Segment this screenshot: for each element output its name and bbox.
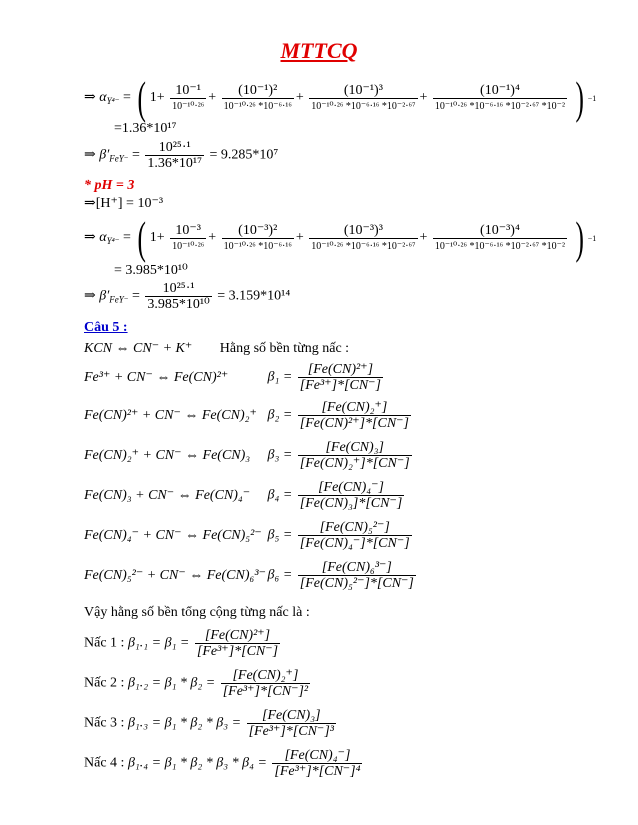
step-3 bbox=[84, 440, 414, 471]
step-fraction bbox=[298, 480, 405, 511]
step-reaction: Fe(CN)₄⁻ + CN⁻ ⇔ Fe(CN)₅²⁻ bbox=[84, 527, 262, 543]
cumulative-3 bbox=[84, 708, 338, 739]
frac-num: [Fe(CN)₂⁺] bbox=[232, 668, 299, 683]
alpha-result-1: =1.36*10¹⁷ bbox=[114, 121, 177, 136]
step-fraction bbox=[298, 400, 411, 431]
term-den: 10⁻¹⁰·²⁶ *10⁻⁶·¹⁶ *10⁻²·⁶⁷ *10⁻² bbox=[433, 98, 567, 114]
term-den: 10⁻¹⁰·²⁶ bbox=[170, 238, 206, 254]
step-reaction: Fe(CN)²⁺ + CN⁻ ⇔ Fe(CN)₂⁺ bbox=[84, 407, 257, 423]
cumulative-fraction bbox=[247, 708, 336, 739]
frac-num: [Fe(CN)₃] bbox=[325, 440, 384, 455]
alpha-sub: Y⁴⁻ bbox=[106, 96, 120, 107]
step-beta: β₆ = bbox=[267, 567, 293, 583]
cumulative-expr: β₁.₁ = β₁ = bbox=[127, 635, 190, 651]
step-fraction bbox=[298, 560, 416, 591]
cumulative-heading: Vậy hằng số bền tổng cộng từng nấc là : bbox=[84, 605, 310, 620]
alpha-equation-2: ⇒ $\alpha_{Y^{4-}}$ = ( 1+ $\frac{\text{10⁻³}}{\text{10⁻¹⁰·²⁶}}$ + $\frac{\text{(10⁻³)²}}{\text{10⁻¹⁰·²⁶ *10⁻⁶·¹⁶}}$ + $\frac{\text{(10⁻³)³}}{\text{10⁻¹⁰·²⁶ *10⁻⁶·¹⁶ *10⁻²·⁶⁷}}$ + $\frac{\text{(10⁻³)⁴}}{\text{10⁻¹⁰·²⁶ *10⁻⁶·¹⁶ *10⁻²·⁶⁷ *10⁻²}}$ ) −1 bbox=[84, 212, 597, 263]
cumulative-2 bbox=[84, 668, 312, 699]
frac-num: 10²⁵·¹ bbox=[158, 140, 191, 155]
beta-sub: FeY⁻ bbox=[109, 294, 129, 305]
frac-num: [Fe(CN)₄⁻] bbox=[284, 748, 351, 763]
frac-den: 1.36*10¹⁷ bbox=[147, 156, 202, 171]
frac-den: [Fe(CN)₂⁺]*[CN⁻] bbox=[299, 456, 410, 471]
alpha-result-2: = 3.985*10¹⁰ bbox=[114, 263, 188, 278]
beta-lhs: ⇒ β′ bbox=[84, 288, 110, 304]
h-concentration: ⇒[H⁺] = 10⁻³ bbox=[84, 196, 164, 211]
frac-num: [Fe(CN)₅²⁻] bbox=[319, 520, 390, 535]
alpha-equation-1: ⇒ $\alpha_{Y^{4-}}$ = ( 1+ $\frac{\text{10⁻¹}}{\text{10⁻¹⁰·²⁶}}$ + $\frac{\text{(10⁻¹)²}}{\text{10⁻¹⁰·²⁶ *10⁻⁶·¹⁶}}$ + $\frac{\text{(10⁻¹)³}}{\text{10⁻¹⁰·²⁶ *10⁻⁶·¹⁶ *10⁻²·⁶⁷}}$ + $\frac{\text{(10⁻¹)⁴}}{\text{10⁻¹⁰·²⁶ *10⁻⁶·¹⁶ *10⁻²·⁶⁷ *10⁻²}}$ ) −1 bbox=[84, 72, 597, 123]
term-num: (10⁻¹)⁴ bbox=[480, 82, 520, 98]
step-2 bbox=[84, 400, 413, 431]
alpha-term bbox=[170, 83, 206, 114]
cumulative-label: Nấc 1 : bbox=[84, 635, 125, 651]
step-6 bbox=[84, 560, 418, 591]
beta-equation-2: ⇒ $\beta'_{FeY^-}$ = $\frac{\text{10²⁵·¹}}{\text{3.985*10¹⁰}}$ = 3.159*10¹⁴ bbox=[84, 281, 291, 312]
term-num: (10⁻¹)² bbox=[238, 82, 278, 98]
beta-result: = 9.285*10⁷ bbox=[209, 147, 279, 163]
frac-num: [Fe(CN)²⁺] bbox=[307, 362, 374, 377]
kcn-label: Hằng số bền từng nấc : bbox=[219, 341, 350, 356]
frac-den: [Fe(CN)₄⁻]*[CN⁻] bbox=[299, 536, 410, 551]
frac-num: [Fe(CN)₄⁻] bbox=[318, 480, 384, 495]
frac-den: [Fe³⁺]*[CN⁻] bbox=[196, 644, 279, 659]
beta-lhs: ⇒ β′ bbox=[84, 147, 110, 163]
step-fraction bbox=[298, 440, 412, 471]
frac-den: [Fe³⁺]*[CN⁻]⁴ bbox=[274, 764, 361, 779]
step-beta: β₅ = bbox=[267, 527, 293, 543]
kcn-equation: KCN ⇔ CN⁻ + K⁺ bbox=[84, 341, 193, 356]
frac-num: [Fe(CN)₃] bbox=[262, 708, 321, 723]
page-title: MTTCQ bbox=[280, 38, 358, 63]
term-den: 10⁻¹⁰·²⁶ bbox=[170, 98, 206, 114]
frac-den: [Fe³⁺]*[CN⁻]³ bbox=[248, 724, 334, 739]
cumulative-expr: β₁.₃ = β₁ * β₂ * β₃ = bbox=[127, 715, 242, 731]
alpha-term bbox=[433, 83, 567, 114]
frac-num: [Fe(CN)₂⁺] bbox=[321, 400, 388, 415]
beta-equation-1: ⇒ $\beta'_{FeY^-}$ = $\frac{\text{10²⁵·¹}}{\text{1.36*10¹⁷}}$ = 9.285*10⁷ bbox=[84, 140, 279, 171]
step-1 bbox=[84, 362, 385, 393]
frac-num: [Fe(CN)₆³⁻] bbox=[321, 560, 392, 575]
cumulative-fraction bbox=[221, 668, 310, 699]
frac-den: [Fe³⁺]*[CN⁻] bbox=[299, 378, 382, 393]
step-reaction: Fe(CN)₃ + CN⁻ ⇔ Fe(CN)₄⁻ bbox=[84, 487, 251, 503]
frac-den: [Fe(CN)₃]*[CN⁻] bbox=[299, 496, 403, 511]
ph-heading: * pH = 3 bbox=[84, 178, 135, 193]
term-den: 10⁻¹⁰·²⁶ *10⁻⁶·¹⁶ *10⁻²·⁶⁷ bbox=[309, 98, 417, 114]
term-den: 10⁻¹⁰·²⁶ *10⁻⁶·¹⁶ bbox=[222, 238, 294, 254]
alpha-term bbox=[222, 83, 294, 114]
frac-den: [Fe³⁺]*[CN⁻]² bbox=[222, 684, 309, 699]
section-heading-cau5: Câu 5 : bbox=[84, 320, 128, 335]
step-beta: β₂ = bbox=[267, 407, 293, 423]
beta-fraction bbox=[145, 281, 211, 312]
beta-sub: FeY⁻ bbox=[109, 153, 129, 164]
step-fraction bbox=[298, 362, 383, 393]
alpha-lhs: ⇒ α bbox=[84, 90, 107, 106]
cumulative-4 bbox=[84, 748, 364, 779]
cumulative-expr: β₁.₂ = β₁ * β₂ = bbox=[127, 675, 216, 691]
cumulative-expr: β₁.₄ = β₁ * β₂ * β₃ * β₄ = bbox=[127, 755, 267, 771]
cumulative-1 bbox=[84, 628, 282, 659]
term-num: 10⁻³ bbox=[175, 222, 201, 238]
frac-num: [Fe(CN)²⁺] bbox=[204, 628, 271, 643]
step-reaction: Fe(CN)₂⁺ + CN⁻ ⇔ Fe(CN)₃ bbox=[84, 447, 251, 463]
term-den: 10⁻¹⁰·²⁶ *10⁻⁶·¹⁶ *10⁻²·⁶⁷ *10⁻² bbox=[433, 238, 567, 254]
step-beta: β₄ = bbox=[267, 487, 293, 503]
term-num: (10⁻¹)³ bbox=[343, 82, 383, 98]
step-reaction: Fe(CN)₅²⁻ + CN⁻ ⇔ Fe(CN)₆³⁻ bbox=[84, 567, 266, 583]
cumulative-fraction bbox=[272, 748, 362, 779]
kcn-line bbox=[84, 340, 349, 357]
term-den: 10⁻¹⁰·²⁶ *10⁻⁶·¹⁶ *10⁻²·⁶⁷ bbox=[309, 238, 417, 254]
alpha-sub: Y⁴⁻ bbox=[106, 236, 120, 247]
term-den: 10⁻¹⁰·²⁶ *10⁻⁶·¹⁶ bbox=[222, 98, 294, 114]
alpha-term bbox=[309, 223, 417, 254]
step-beta: β₁ = bbox=[267, 369, 293, 385]
alpha-term bbox=[170, 223, 206, 254]
alpha-term bbox=[222, 223, 294, 254]
term-num: 10⁻¹ bbox=[175, 82, 201, 98]
alpha-term bbox=[433, 223, 567, 254]
alpha-lhs: ⇒ α bbox=[84, 230, 107, 246]
step-fraction bbox=[298, 520, 412, 551]
step-5 bbox=[84, 520, 414, 551]
step-reaction: Fe³⁺ + CN⁻ ⇔ Fe(CN)²⁺ bbox=[84, 369, 229, 385]
frac-num: 10²⁵·¹ bbox=[162, 281, 195, 296]
cumulative-label: Nấc 3 : bbox=[84, 715, 125, 731]
term-num: (10⁻³)² bbox=[238, 222, 278, 238]
step-4 bbox=[84, 480, 406, 511]
term-num: (10⁻³)³ bbox=[343, 222, 383, 238]
term-num: (10⁻³)⁴ bbox=[480, 222, 520, 238]
beta-fraction bbox=[145, 140, 204, 171]
cumulative-label: Nấc 4 : bbox=[84, 755, 125, 771]
frac-den: [Fe(CN)₅²⁻]*[CN⁻] bbox=[299, 576, 414, 591]
cumulative-fraction bbox=[195, 628, 280, 659]
alpha-term bbox=[309, 83, 417, 114]
frac-den: [Fe(CN)²⁺]*[CN⁻] bbox=[299, 416, 410, 431]
step-beta: β₃ = bbox=[267, 447, 293, 463]
beta-result: = 3.159*10¹⁴ bbox=[217, 288, 291, 304]
frac-den: 3.985*10¹⁰ bbox=[147, 297, 210, 312]
cumulative-label: Nấc 2 : bbox=[84, 675, 125, 691]
